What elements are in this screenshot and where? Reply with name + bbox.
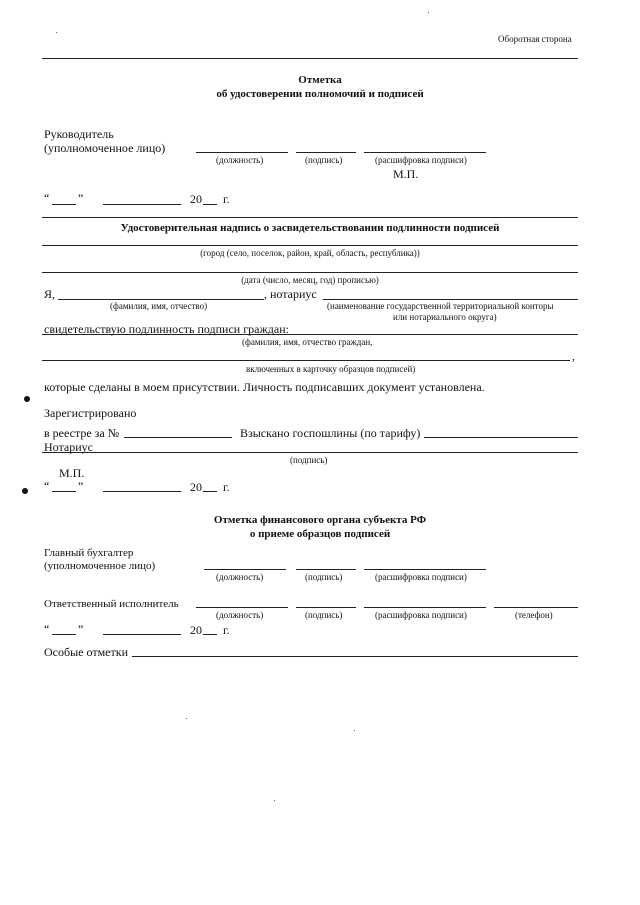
executor-caption-name: (расшифровка подписи) bbox=[375, 610, 467, 620]
chief-label: Главный бухгалтер bbox=[44, 547, 134, 559]
header-divider bbox=[42, 58, 578, 59]
date-year-prefix: 20 bbox=[190, 192, 202, 206]
special-notes-field[interactable] bbox=[132, 656, 578, 657]
notary-fio-field[interactable] bbox=[58, 299, 264, 300]
notary-date-quote-open: “ bbox=[44, 479, 50, 493]
scan-speck bbox=[186, 718, 187, 719]
caption-office-sub: или нотариального округа) bbox=[393, 312, 497, 322]
chief-name-field[interactable] bbox=[364, 569, 486, 570]
section2-top-rule bbox=[42, 217, 578, 218]
registry-label: в реестре за № bbox=[44, 426, 120, 440]
special-notes-label: Особые отметки bbox=[44, 645, 128, 659]
registered-label: Зарегистрировано bbox=[44, 406, 137, 420]
citizens-field-1[interactable] bbox=[42, 334, 578, 335]
date-year-suffix: г. bbox=[223, 192, 230, 206]
date-quote-open: “ bbox=[44, 191, 50, 205]
head-name-field[interactable] bbox=[364, 152, 486, 153]
notary-label: , нотариус bbox=[264, 287, 317, 301]
notary-date-year-prefix: 20 bbox=[190, 480, 202, 494]
notary-office-field[interactable] bbox=[323, 299, 578, 300]
notary-date-year-suffix: г. bbox=[223, 480, 230, 494]
chief-signature-field[interactable] bbox=[296, 569, 356, 570]
chief-position-field[interactable] bbox=[204, 569, 286, 570]
binder-hole-mark bbox=[24, 396, 30, 402]
caption-date: (дата (число, месяц, год) прописью) bbox=[241, 275, 379, 285]
finance-date-day-field[interactable] bbox=[52, 634, 76, 635]
finance-date-year-prefix: 20 bbox=[190, 623, 202, 637]
executor-position-field[interactable] bbox=[196, 607, 288, 608]
chief-caption-position: (должность) bbox=[216, 572, 264, 582]
head-signature-field[interactable] bbox=[296, 152, 356, 153]
caption-signature: (подпись) bbox=[305, 155, 343, 165]
date-day-field[interactable] bbox=[52, 204, 76, 205]
finance-date-quote-open: “ bbox=[44, 622, 50, 636]
section2-title: Удостоверительная надпись о засвидетельствовании подлинности подписей bbox=[120, 222, 500, 234]
section1-title-line1: Отметка bbox=[298, 74, 342, 86]
date-year-field[interactable] bbox=[203, 204, 217, 205]
executor-name-field[interactable] bbox=[364, 607, 486, 608]
notary-stamp-label: М.П. bbox=[59, 466, 85, 480]
caption-office: (наименование государственной территориальной конторы bbox=[327, 301, 554, 311]
citizens-field-2[interactable] bbox=[42, 360, 570, 361]
reverse-side-label: Оборотная сторона bbox=[498, 34, 572, 44]
executor-caption-position: (должность) bbox=[216, 610, 264, 620]
scan-speck bbox=[56, 32, 57, 33]
city-field[interactable] bbox=[42, 245, 578, 246]
notary-date-day-field[interactable] bbox=[52, 491, 76, 492]
stamp-label: М.П. bbox=[393, 167, 419, 181]
finance-date-year-field[interactable] bbox=[203, 634, 217, 635]
finance-date-quote-close: ” bbox=[78, 622, 84, 636]
registry-number-field[interactable] bbox=[124, 437, 232, 438]
section1-title-line2: об удостоверении полномочий и подписей bbox=[216, 88, 424, 100]
notary-sign-label: Нотариус bbox=[44, 440, 93, 454]
caption-notary-signature: (подпись) bbox=[290, 455, 328, 465]
head-label: Руководитель bbox=[44, 127, 114, 141]
date-quote-close: ” bbox=[78, 191, 84, 205]
finance-date-year-suffix: г. bbox=[223, 623, 230, 637]
i-label: Я, bbox=[44, 287, 56, 301]
caption-position: (должность) bbox=[216, 155, 264, 165]
notary-signature-field[interactable] bbox=[42, 452, 578, 453]
citizens-comma: , bbox=[572, 349, 575, 363]
chief-caption-name: (расшифровка подписи) bbox=[375, 572, 467, 582]
notary-date-month-field[interactable] bbox=[103, 491, 181, 492]
caption-included: включенных в карточку образцов подписей) bbox=[246, 364, 416, 374]
date-words-field[interactable] bbox=[42, 272, 578, 273]
date-month-field[interactable] bbox=[103, 204, 181, 205]
notary-date-year-field[interactable] bbox=[203, 491, 217, 492]
section3-title-line2: о приеме образцов подписей bbox=[249, 528, 391, 540]
head-position-field[interactable] bbox=[196, 152, 288, 153]
executor-caption-signature: (подпись) bbox=[305, 610, 343, 620]
section3-title-line1: Отметка финансового органа субъекта РФ bbox=[213, 514, 427, 526]
chief-label-sub: (уполномоченное лицо) bbox=[44, 560, 156, 572]
scan-speck bbox=[274, 800, 275, 801]
caption-fio: (фамилия, имя, отчество) bbox=[110, 301, 208, 311]
executor-label: Ответственный исполнитель bbox=[44, 598, 179, 610]
chief-caption-signature: (подпись) bbox=[305, 572, 343, 582]
scan-speck bbox=[354, 730, 355, 731]
certify-text: свидетельствую подлинность подписи граждан: bbox=[44, 322, 289, 336]
executor-caption-phone: (телефон) bbox=[515, 610, 553, 620]
fee-amount-field[interactable] bbox=[424, 437, 578, 438]
finance-date-month-field[interactable] bbox=[103, 634, 181, 635]
caption-citizens: (фамилия, имя, отчество граждан, bbox=[242, 337, 373, 347]
executor-phone-field[interactable] bbox=[494, 607, 578, 608]
scan-speck bbox=[428, 12, 429, 13]
notary-date-quote-close: ” bbox=[78, 479, 84, 493]
head-label-sub: (уполномоченное лицо) bbox=[44, 141, 166, 155]
binder-hole-mark bbox=[22, 488, 28, 494]
presence-text: которые сделаны в моем присутствии. Личность подписавших документ установлена. bbox=[44, 380, 485, 394]
caption-city: (город (село, поселок, район, край, область, республика)) bbox=[200, 248, 420, 258]
fee-label: Взыскано госпошлины (по тарифу) bbox=[240, 426, 421, 440]
caption-name: (расшифровка подписи) bbox=[375, 155, 467, 165]
executor-signature-field[interactable] bbox=[296, 607, 356, 608]
